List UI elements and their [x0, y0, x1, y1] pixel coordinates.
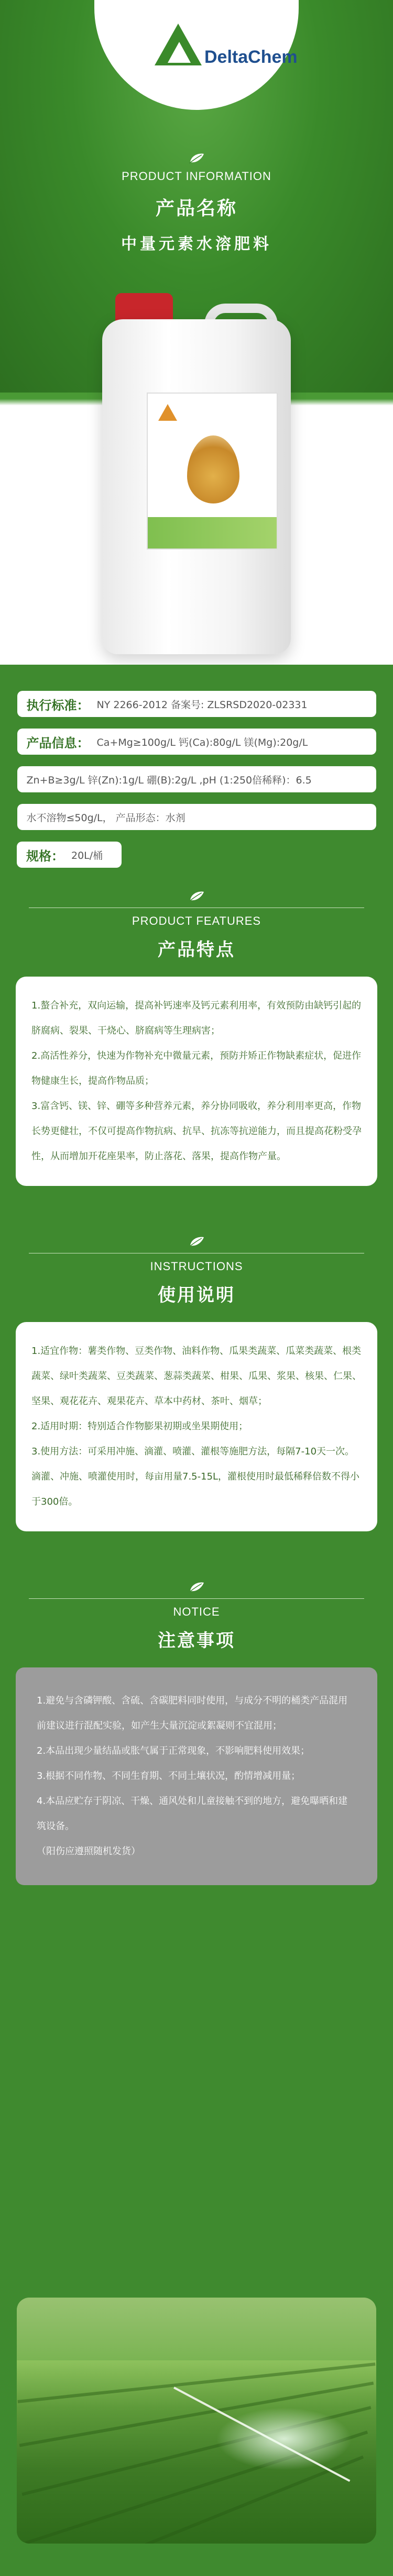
jug-label: [147, 393, 278, 550]
notice-item: （阳伤应遵照随机发货）: [37, 1846, 140, 1857]
instruction-item: 1.适宜作物：薯类作物、豆类作物、油料作物、瓜果类蔬菜、瓜菜类蔬菜、根类蔬菜、绿叶类蔬菜、豆类蔬菜、葱蒜类蔬菜、柑果、瓜果、浆果、核果、仁果、坚果、观花花卉、观果花卉、草本中药材、茶叶、烟草；: [31, 1346, 362, 1407]
spec-size-row: [17, 842, 122, 868]
feature-item: 1.螯合补充，双向运输，提高补钙速率及钙元素利用率，有效预防由缺钙引起的脐腐病、裂果、干烧心、脐腐病等生理病害；: [31, 1000, 362, 1036]
spec-form-value: 水不溶物≤50g/L， 产品形态：水剂: [26, 812, 185, 824]
notice-item: 4.本品应贮存于阴凉、干燥、通风处和儿童接触不到的地方，避免曝晒和建筑设备。: [37, 1796, 348, 1832]
irrigation-mist: [216, 2407, 352, 2470]
spec-standard-label: 执行标准：: [26, 698, 90, 713]
spec-form-row: [17, 804, 376, 830]
feature-item: 2.高活性养分，快速为作物补充中微量元素，预防并矫正作物缺素症状，促进作物健康生长，提高作物品质；: [31, 1050, 362, 1087]
brand-triangle-inner-icon: [168, 42, 191, 63]
product-info-title-zh: 产品名称: [155, 198, 237, 219]
leaf-icon: [186, 152, 207, 164]
product-name: 中量元素水溶肥料: [121, 235, 272, 253]
features-title-en: PRODUCT FEATURES: [132, 914, 261, 927]
divider: [29, 1598, 364, 1599]
spec-trace-row: [17, 766, 376, 792]
leaf-icon: [186, 1581, 207, 1593]
notice-item: 1.避免与含磷钾酸、含硫、含碳肥料同时使用，与成分不明的桶类产品混用前建议进行混配实验，如产生大量沉淀或絮凝则不宜混用；: [37, 1695, 348, 1731]
feature-item: 3.富含钙、镁、锌、硼等多种营养元素，养分协同吸收，养分利用率更高，作物长势更健壮，不仅可提高作物抗病、抗旱、抗冻等抗逆能力，而且提高花粉受孕性，从而增加开花座果率，防止落花、落果，提高作物产量。: [31, 1101, 362, 1162]
hero-section: [0, 0, 393, 665]
features-card: [16, 977, 377, 1186]
spec-standard-row: [17, 691, 376, 717]
instruction-item: 3.使用方法：可采用冲施、滴灌、喷灌、灌根等施肥方法，每隔7-10天一次。滴灌、冲施、喷灌使用时，每亩用量7.5-15L，灌根使用时最低稀释倍数不得小于300倍。: [31, 1446, 360, 1507]
instruction-item: 2.适用时期：特别适合作物膨果初期或坐果期使用；: [31, 1421, 248, 1432]
label-logo-icon: [158, 404, 177, 421]
instructions-section: [0, 1235, 393, 1531]
label-drop-icon: [187, 435, 239, 503]
field-horizon: [17, 2298, 376, 2360]
features-title-zh: 产品特点: [158, 939, 235, 960]
spec-info-row: [17, 729, 376, 755]
product-info-header: [0, 152, 393, 254]
spec-standard-value: NY 2266-2012 备案号: ZLSRSD2020-02331: [96, 699, 308, 711]
leaf-icon: [186, 890, 207, 902]
notice-item: 2.本品出现少量结晶或胀气属于正常现象，不影响肥料使用效果；: [37, 1745, 310, 1756]
brand-name: DeltaChem: [204, 47, 298, 67]
features-section: [0, 890, 393, 1186]
notice-title-en: NOTICE: [173, 1605, 220, 1618]
product-jug-image: [84, 283, 309, 665]
notice-title-zh: 注意事项: [158, 1630, 235, 1651]
spec-trace-value: Zn+B≥3g/L 锌(Zn):1g/L 硼(B):2g/L ,pH (1:250倍稀释)：6.5: [26, 774, 312, 786]
instructions-title-en: INSTRUCTIONS: [150, 1260, 243, 1273]
notice-card: [16, 1667, 377, 1885]
instructions-title-zh: 使用说明: [158, 1285, 235, 1306]
spec-info-label: 产品信息：: [26, 735, 90, 751]
leaf-icon: [186, 1235, 207, 1248]
notice-section: [0, 1581, 393, 1885]
farm-field-image: [17, 2298, 376, 2544]
product-info-title-en: PRODUCT INFORMATION: [122, 170, 271, 183]
label-green-band: [148, 517, 277, 548]
spec-section: [0, 665, 393, 864]
field-row: [18, 2362, 376, 2403]
spec-size-label: 规格：: [26, 848, 64, 864]
spec-size-value: 20L/桶: [71, 849, 103, 861]
instructions-card: [16, 1322, 377, 1531]
notice-item: 3.根据不同作物、不同生育期、不同土壤状况，酌情增减用量；: [37, 1771, 301, 1782]
spec-info-value: Ca+Mg≥100g/L 钙(Ca):80g/L 镁(Mg):20g/L: [96, 736, 308, 748]
